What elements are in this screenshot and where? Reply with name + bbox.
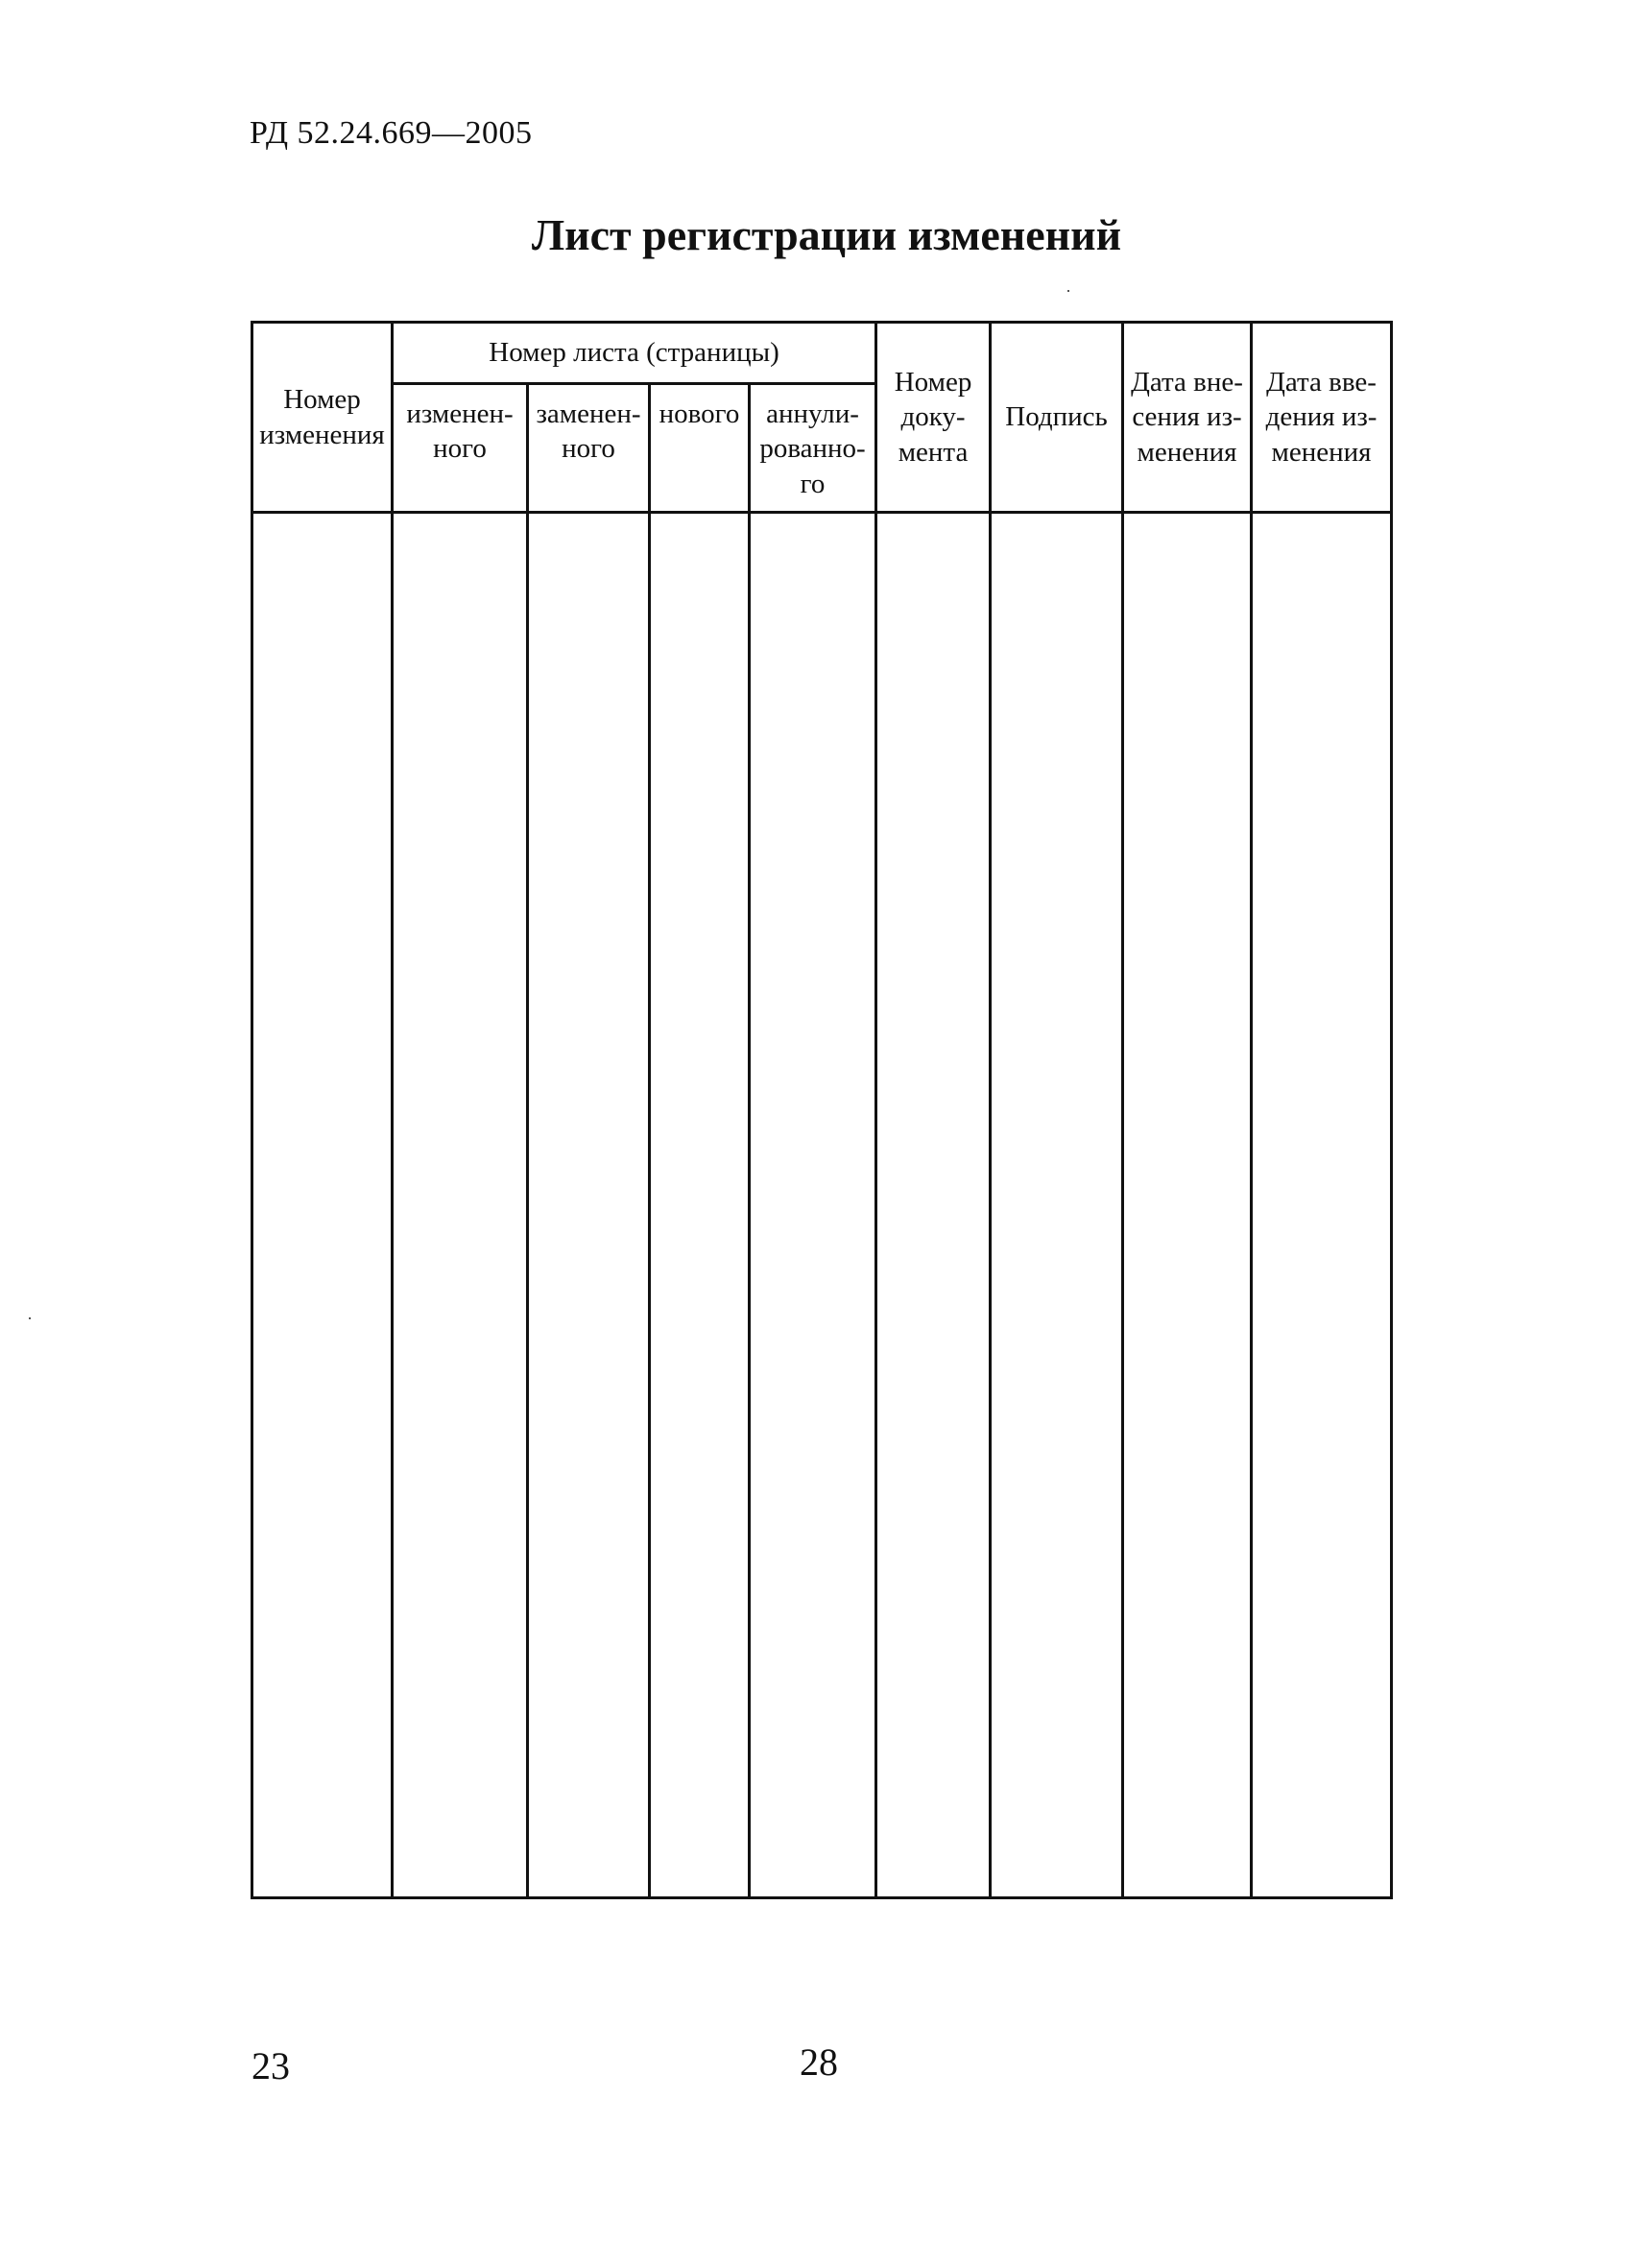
header-change-number: Номер изменения [252,323,393,513]
table-cell [650,513,750,1898]
header-document-number: Номер доку-мента [876,323,991,513]
table-cell [991,513,1123,1898]
header-sheet-number-group: Номер листа (страницы) [393,323,876,384]
page-number-left: 23 [252,2044,290,2087]
header-sheet-changed: изменен-ного [393,384,528,513]
header-sheet-new: нового [650,384,750,513]
page-number-center: 28 [800,2040,838,2084]
header-sheet-annulled: аннули-рованно-го [750,384,876,513]
table-cell [528,513,650,1898]
header-sheet-replaced: заменен-ного [528,384,650,513]
table-cell [750,513,876,1898]
scan-speck [1067,290,1069,292]
table-cell [393,513,528,1898]
header-effective-date: Дата вве-дения из-менения [1252,323,1392,513]
table-cell [1123,513,1252,1898]
table-cell [252,513,393,1898]
document-code: РД 52.24.669—2005 [250,115,533,151]
table-cell [876,513,991,1898]
page-title: Лист регистрации изменений [531,210,1122,259]
header-entry-date: Дата вне-сения из-менения [1123,323,1252,513]
header-signature: Подпись [991,323,1123,513]
table-cell [1252,513,1392,1898]
scan-speck [29,1317,31,1319]
change-registration-table [251,321,1393,1899]
table-row [252,513,1392,1898]
